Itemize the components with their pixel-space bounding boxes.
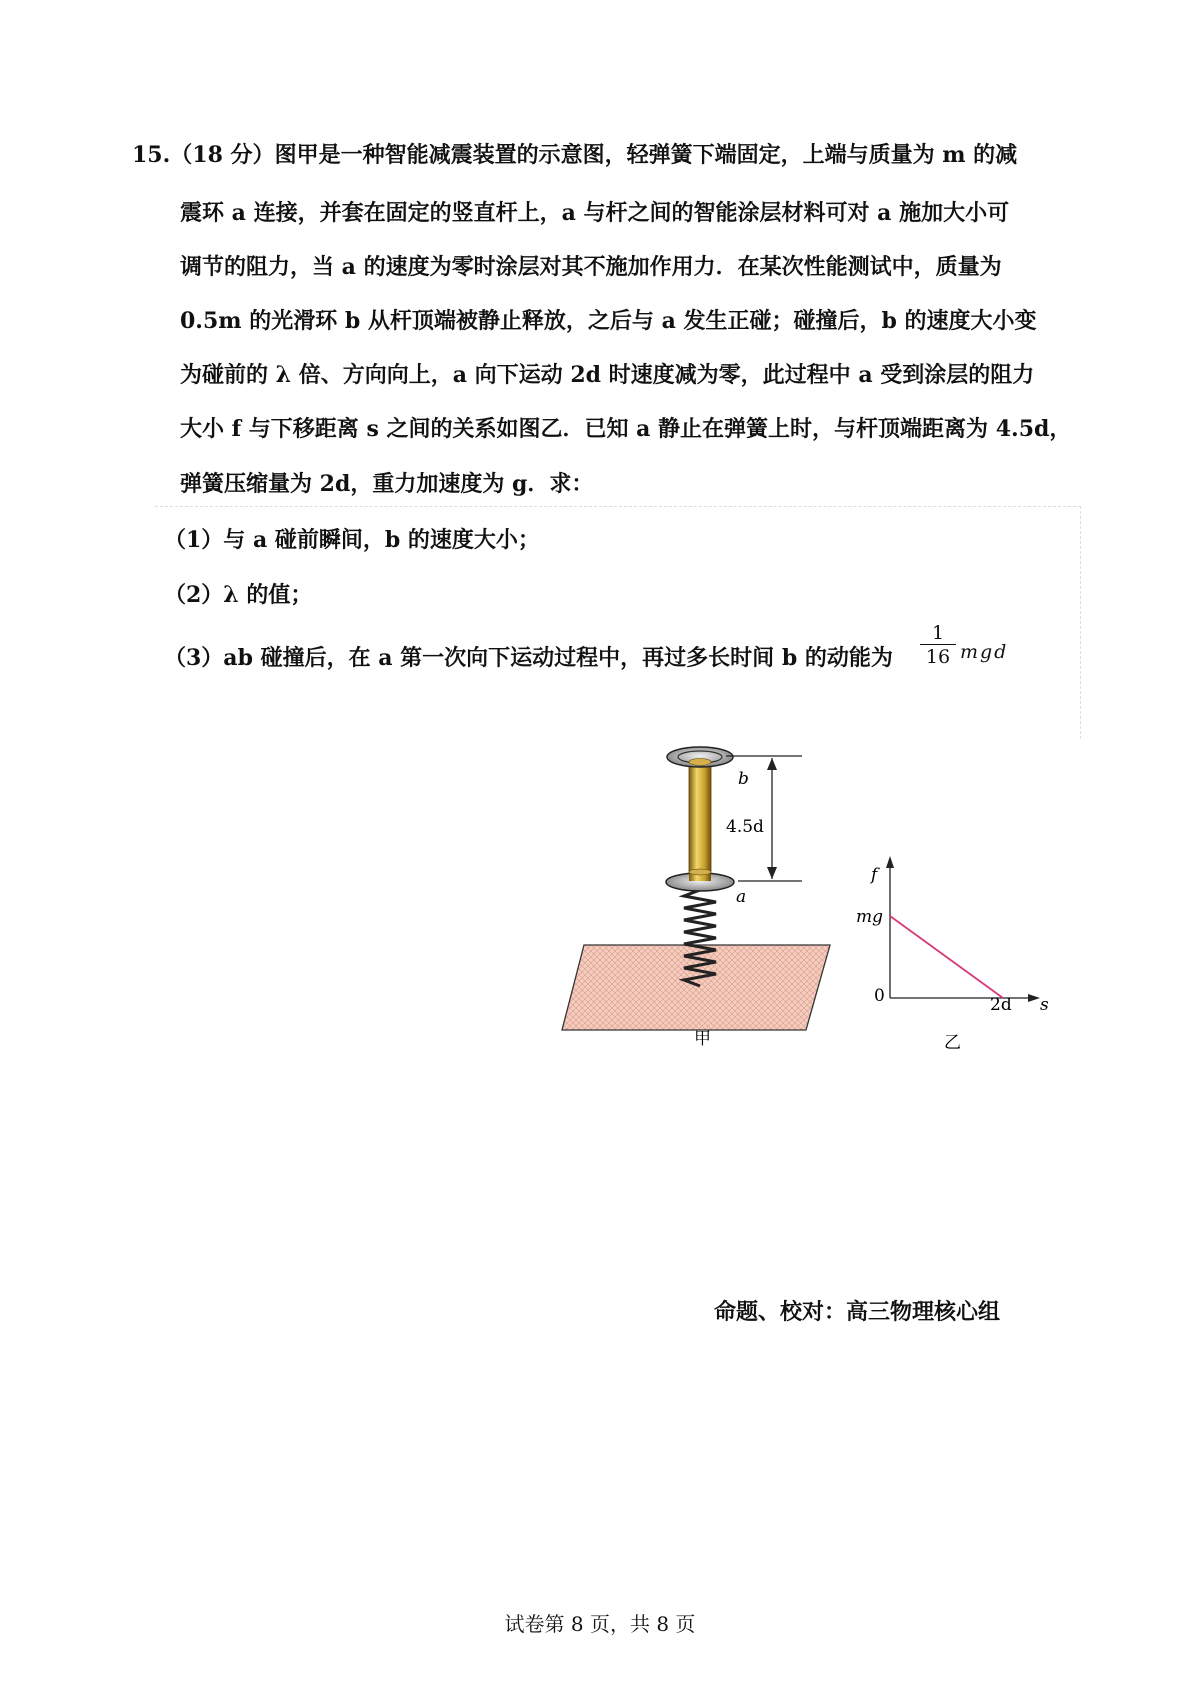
distance-label: 4.5d [726,817,764,837]
figure-yi [856,856,1049,1053]
question-line-3: 0.5m 的光滑环 b 从杆顶端被静止释放，之后与 a 发生正碰；碰撞后，b 的速度大小变 [180,308,1037,334]
fraction-denominator: 16 [925,646,951,668]
fraction-tail: mgd [960,641,1009,663]
ring-b-label: b [738,769,749,789]
sub-question-2: （2）λ 的值； [164,582,313,608]
figure-yi-caption: 乙 [944,1033,961,1053]
figure-jia-caption: 甲 [694,1029,711,1049]
page-footer: 试卷第 8 页，共 8 页 [504,1612,696,1636]
x-tick-label: 2d [990,995,1012,1015]
question-score: （18 分） [170,142,275,168]
series-line [890,916,1003,998]
y-axis-label: f [871,865,878,885]
question-number: 15. [132,142,171,168]
fraction-numerator: 1 [931,622,945,644]
sub-question-3: （3）ab 碰撞后，在 a 第一次向下运动过程中，再过多长时间 b 的动能为 [164,645,893,671]
figure-jia [562,747,830,1049]
question-line-5: 大小 f 与下移距离 s 之间的关系如图乙．已知 a 静止在弹簧上时，与杆顶端距离为 4.5d， [180,416,1072,442]
question-line-4: 为碰前的 λ 倍、方向向上，a 向下运动 2d 时速度减为零，此过程中 a 受到涂层的阻力 [180,362,1035,388]
question-line-6: 弹簧压缩量为 2d，重力加速度为 g．求： [180,471,594,497]
question-line-1: 震环 a 连接，并套在固定的竖直杆上，a 与杆之间的智能涂层材料可对 a 施加大小可 [180,200,1010,226]
sub-question-1: （1）与 a 碰前瞬间，b 的速度大小； [164,527,540,553]
origin-label: 0 [874,986,885,1006]
vertical-rod [689,766,711,872]
ring-a-label: a [736,887,747,907]
question-line-0: 图甲是一种智能减震装置的示意图，轻弹簧下端固定，上端与质量为 m 的减 [274,142,1018,168]
question-line-2: 调节的阻力，当 a 的速度为零时涂层对其不施加作用力．在某次性能测试中，质量为 [180,254,1002,280]
credit-line: 命题、校对：高三物理核心组 [714,1299,1001,1325]
x-axis-label: s [1040,995,1049,1015]
y-tick-label: mg [856,907,884,927]
